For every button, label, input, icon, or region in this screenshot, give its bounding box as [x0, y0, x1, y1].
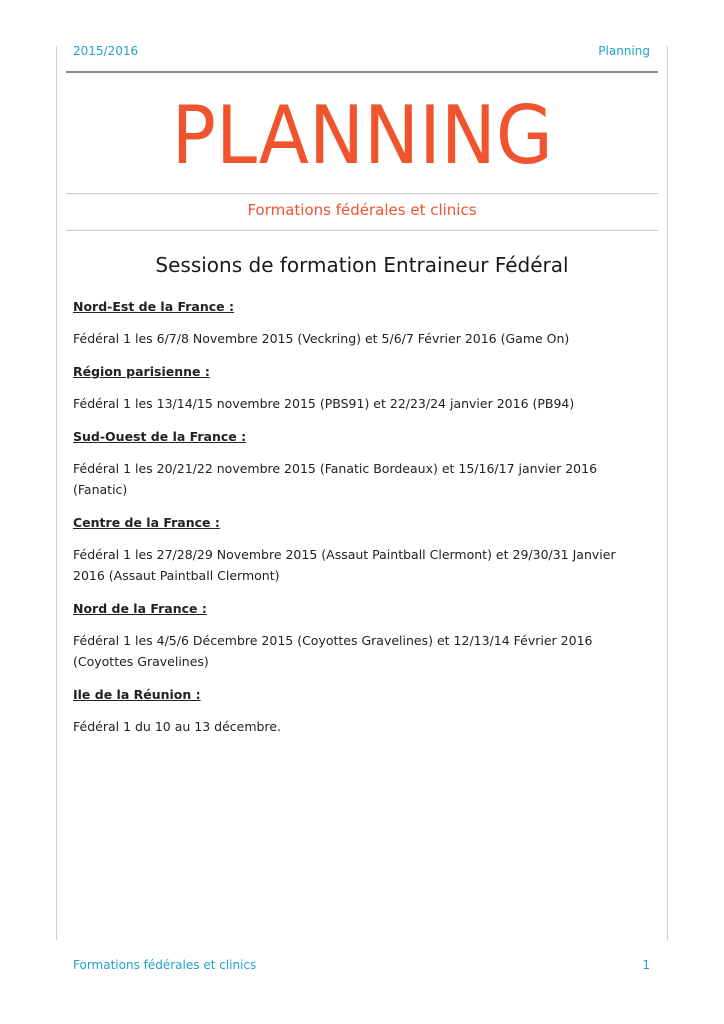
header-section-name: Planning — [598, 44, 650, 58]
region-sessions-nord: Fédéral 1 les 4/5/6 Décembre 2015 (Coyottes Gravelines) et 12/13/14 Février 2016 (Coyottes Gravelines) — [73, 633, 593, 669]
footer-title: Formations fédérales et clinics — [73, 958, 257, 972]
page-subtitle: Formations fédérales et clinics — [247, 201, 477, 219]
page-number: 1 — [642, 958, 650, 972]
region-sessions-sud-ouest: Fédéral 1 les 20/21/22 novembre 2015 (Fanatic Bordeaux) et 15/16/17 janvier 2016 (Fanatic) — [73, 461, 598, 497]
left-margin-line — [56, 46, 57, 940]
region-sessions-centre: Fédéral 1 les 27/28/29 Novembre 2015 (Assaut Paintball Clermont) et 29/30/31 Janvier 2016 (Assaut Paintball Clermont) — [73, 547, 616, 583]
right-margin-line — [667, 46, 668, 940]
header-year: 2015/2016 — [73, 44, 139, 58]
subtitle-top-divider — [66, 193, 658, 194]
region-sessions-reunion: Fédéral 1 du 10 au 13 décembre. — [73, 719, 281, 734]
region-heading-sud-ouest: Sud-Ouest de la France : — [73, 429, 247, 444]
header-divider — [66, 71, 658, 73]
subtitle-bottom-divider — [66, 230, 658, 231]
region-heading-reunion: Ile de la Réunion : — [73, 687, 201, 702]
section-heading: Sessions de formation Entraineur Fédéral — [155, 253, 569, 277]
region-heading-nord-est: Nord-Est de la France : — [73, 299, 234, 314]
region-heading-nord: Nord de la France : — [73, 601, 207, 616]
region-heading-centre: Centre de la France : — [73, 515, 220, 530]
page-title: PLANNING — [171, 89, 553, 182]
region-sessions-nord-est: Fédéral 1 les 6/7/8 Novembre 2015 (Veckring) et 5/6/7 Février 2016 (Game On) — [73, 331, 570, 346]
region-heading-parisienne: Région parisienne : — [73, 364, 210, 379]
regions-list — [73, 296, 648, 737]
region-sessions-parisienne: Fédéral 1 les 13/14/15 novembre 2015 (PBS91) et 22/23/24 janvier 2016 (PB94) — [73, 396, 575, 411]
